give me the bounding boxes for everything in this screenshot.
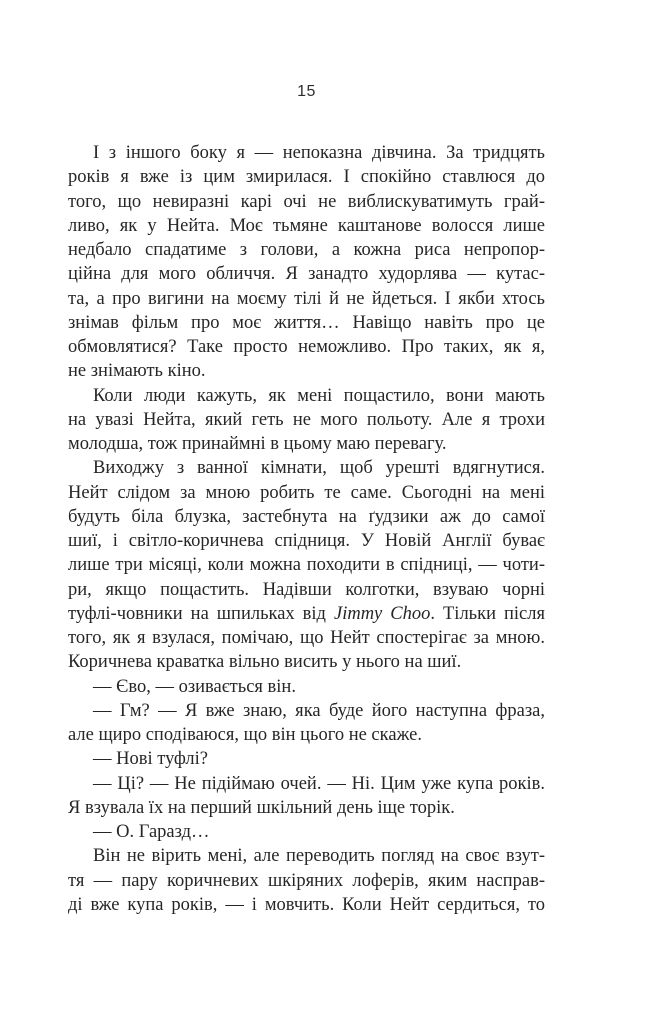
text-segment: того, що невиразні карі очі не виблискуватимуть грай- bbox=[68, 191, 545, 212]
text-line bbox=[68, 287, 545, 311]
text-line bbox=[68, 432, 545, 456]
text-segment: тя — пару коричневих шкіряних лоферів, яким насправ- bbox=[68, 870, 545, 891]
text-segment: І з іншого боку я — непоказна дівчина. За тридцять bbox=[93, 143, 545, 163]
text-line bbox=[68, 820, 545, 844]
text-segment: — Єво, — озивається він. bbox=[93, 676, 296, 697]
text-segment: будуть біла блузка, застебнута на ґудзики аж до самої bbox=[68, 506, 545, 527]
text-line bbox=[68, 165, 545, 189]
text-segment: — Ці? — Не підіймаю очей. — Ні. Цим уже купа років. bbox=[93, 773, 545, 794]
text-segment: молодша, тож принаймні в цьому маю перевагу. bbox=[68, 434, 447, 454]
text-segment: туфлі-човники на шпильках від bbox=[68, 603, 334, 624]
text-line bbox=[68, 650, 545, 674]
text-line bbox=[68, 626, 545, 650]
text-line bbox=[68, 214, 545, 238]
text-line bbox=[68, 384, 545, 408]
text-line bbox=[68, 481, 545, 505]
page-number: 15 bbox=[297, 83, 316, 100]
text-segment: та, а про вигини на моєму тілі й не йдеться. І якби хтось bbox=[68, 288, 545, 309]
text-segment: шиї, і світло-коричнева спідниця. У Новій Англії буває bbox=[68, 531, 545, 551]
text-line bbox=[68, 505, 545, 529]
text-segment: років я вже із цим змирилася. І спокійно ставлюся до bbox=[68, 167, 545, 188]
text-line bbox=[68, 869, 545, 893]
text-segment: Я взувала їх на перший шкільний день іще торік. bbox=[68, 797, 455, 818]
text-line bbox=[68, 578, 545, 602]
text-segment: Він не вірить мені, але переводить погляд на своє взут- bbox=[93, 846, 545, 867]
text-segment: Виходжу з ванної кімнати, щоб урешті вдягнутися. bbox=[93, 458, 545, 479]
text-line bbox=[68, 408, 545, 432]
text-line bbox=[68, 844, 545, 868]
text-line bbox=[68, 553, 545, 577]
text-line bbox=[68, 238, 545, 262]
text-segment: — О. Гаразд… bbox=[93, 822, 210, 842]
text-segment: обмовлятися? Таке просто неможливо. Про таких, як я, bbox=[68, 337, 545, 357]
text-segment: лише три місяці, коли можна походити в спідниці, — чоти- bbox=[68, 555, 545, 576]
text-line bbox=[68, 602, 545, 626]
text-line bbox=[68, 772, 545, 796]
text-segment: на увазі Нейта, який геть не мого польоту. Але я трохи bbox=[68, 409, 545, 430]
body-text bbox=[68, 141, 545, 917]
text-segment: того, як я взулася, помічаю, що Нейт спостерігає за мною. bbox=[68, 628, 545, 648]
text-line bbox=[68, 335, 545, 359]
text-line bbox=[68, 699, 545, 723]
text-segment: ді вже купа років, — і мовчить. Коли Нейт сердиться, то bbox=[68, 894, 545, 915]
text-segment: — Нові туфлі? bbox=[93, 749, 208, 770]
text-line bbox=[68, 456, 545, 480]
text-line bbox=[68, 190, 545, 214]
text-line bbox=[68, 359, 545, 383]
text-segment: знімав фільм про моє життя… Навіщо навіть про це bbox=[68, 312, 545, 333]
text-segment: ри, якщо пощастить. Надівши колготки, взуваю чорні bbox=[68, 579, 545, 600]
text-segment: не знімають кіно. bbox=[68, 361, 206, 382]
text-segment: — Гм? — Я вже знаю, яка буде його наступна фраза, bbox=[93, 700, 545, 721]
text-line bbox=[68, 311, 545, 335]
text-line bbox=[68, 747, 545, 771]
text-line bbox=[68, 796, 545, 820]
text-line bbox=[68, 262, 545, 286]
text-segment: Коли люди кажуть, як мені пощастило, вони мають bbox=[93, 385, 545, 406]
text-line bbox=[68, 529, 545, 553]
text-segment: недбало спадатиме з голови, а кожна риса непропор- bbox=[68, 240, 545, 260]
text-segment: Нейт слідом за мною робить те саме. Сьогодні на мені bbox=[68, 482, 545, 503]
italic-text-segment: Jimmy Choo bbox=[333, 603, 431, 624]
text-segment: . Тільки після bbox=[430, 603, 545, 624]
text-line bbox=[68, 141, 545, 165]
text-line bbox=[68, 723, 545, 747]
text-segment: ливо, як у Нейта. Моє тьмяне каштанове волосся лише bbox=[68, 215, 545, 236]
text-line bbox=[68, 675, 545, 699]
text-segment: Коричнева краватка вільно висить у нього на шиї. bbox=[68, 652, 462, 673]
text-segment: ційна для мого обличчя. Я занадто худорлява — кутас- bbox=[68, 264, 545, 285]
text-line bbox=[68, 893, 545, 917]
text-segment: але щиро сподіваюся, що він цього не скаже. bbox=[68, 725, 422, 745]
